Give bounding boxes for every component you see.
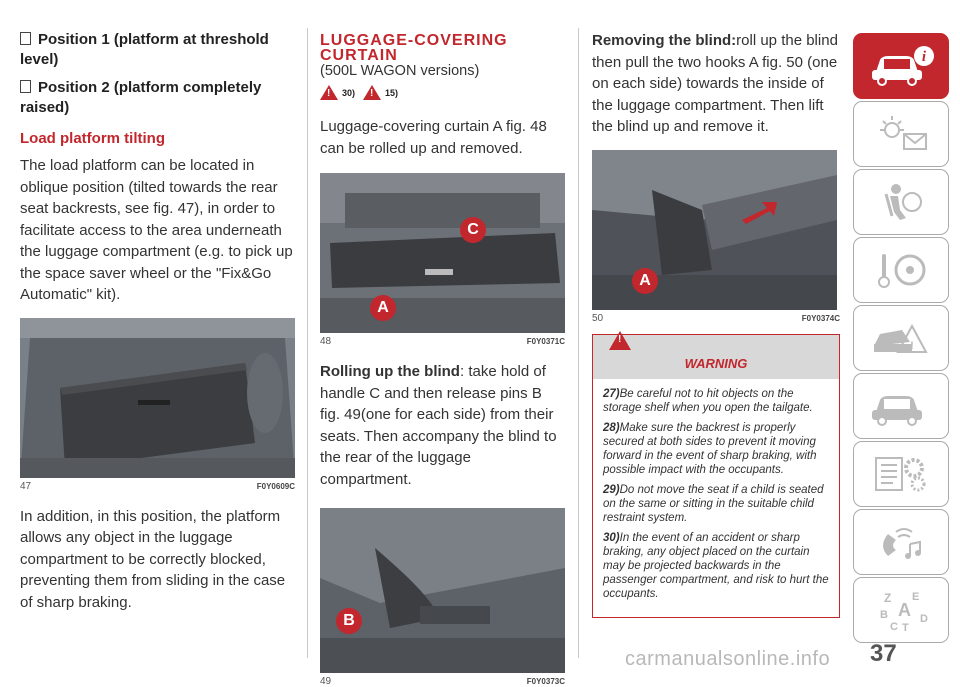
checkbox-square-icon	[20, 80, 31, 93]
figure-47-image	[20, 318, 295, 478]
figure-48-number: 48	[320, 336, 332, 347]
crash-warning-icon	[866, 316, 936, 360]
figure-47-code: F0Y0609C	[256, 481, 295, 491]
specifications-gear-icon	[866, 452, 936, 496]
tab-car-info[interactable]	[853, 33, 949, 99]
removing-lead: Removing the blind:	[592, 32, 737, 49]
warning-text: In the event of an accident or sharp braking, any object placed on the curtain may be projected backwards in the passenger compartment, and risk to hurt the occupants.	[603, 531, 829, 600]
svg-text:E: E	[912, 591, 920, 603]
warning-ref-15: 15)	[385, 87, 399, 98]
person-airbag-icon	[866, 180, 936, 224]
rolling-up-lead: Rolling up the blind	[320, 363, 460, 380]
figure-47	[20, 318, 295, 492]
column-3	[592, 30, 840, 618]
warning-item	[603, 483, 831, 525]
figure-48	[320, 173, 565, 347]
warning-triangle-icon	[609, 331, 631, 350]
multimedia-icon	[866, 520, 936, 564]
column-divider	[578, 28, 579, 658]
figure-47-number: 47	[20, 480, 32, 492]
warning-text: Be careful not to hit objects on the storage shelf when you open the tailgate.	[603, 387, 813, 414]
warning-list	[593, 379, 839, 617]
figure-50-image	[592, 150, 837, 310]
tab-starting-driving[interactable]	[853, 237, 949, 303]
warning-item	[603, 421, 831, 477]
page-number: 37	[870, 640, 897, 667]
watermark: carmanualsonline.info	[625, 648, 831, 670]
warning-triangle-icon	[363, 85, 381, 100]
warning-box	[592, 334, 840, 618]
load-platform-paragraph: The load platform can be located in oblique position (tilted towards the rear seat backrests, see fig. 47), in order to facilitate access to the area underneath the luggage compartment (e.g. to pick up the space saver wheel or the "Fix&Go Automatic" kit).	[20, 157, 293, 303]
warning-number: 29)	[603, 483, 620, 496]
position-1-label: Position 1 (platform at threshold level)	[20, 31, 269, 68]
tab-emergency[interactable]	[853, 305, 949, 371]
section-subtitle: (500L WAGON versions)	[320, 63, 480, 79]
figure-48-code: F0Y0371C	[526, 337, 565, 346]
rolling-up-paragraph	[320, 361, 565, 490]
warning-triangle-icon	[320, 85, 338, 100]
warning-title: WARNING	[684, 355, 748, 371]
svg-text:Z: Z	[884, 591, 892, 605]
checkbox-square-icon	[20, 32, 31, 45]
svg-text:D: D	[920, 613, 928, 625]
warning-item	[603, 531, 831, 601]
callout-a: A	[370, 295, 396, 321]
removing-paragraph	[592, 30, 840, 138]
column-1	[20, 30, 295, 613]
figure-49-number: 49	[320, 676, 332, 687]
figure-48-image	[320, 173, 565, 333]
curtain-intro-paragraph: Luggage-covering curtain A fig. 48 can be rolled up and removed.	[320, 118, 547, 157]
position-1-item	[20, 30, 295, 70]
figure-48-caption	[320, 333, 565, 347]
steering-wheel-key-icon	[866, 248, 936, 292]
figure-49-caption	[320, 673, 565, 687]
tab-multimedia[interactable]	[853, 509, 949, 575]
tab-lights-messages[interactable]	[853, 101, 949, 167]
warning-number: 28)	[603, 421, 620, 434]
section-title-line2: CURTAIN	[320, 47, 398, 64]
lights-message-icon	[866, 112, 936, 156]
car-service-icon	[866, 384, 936, 428]
warning-item	[603, 387, 831, 415]
svg-text:A: A	[898, 600, 911, 620]
warning-references	[320, 85, 565, 100]
figure-47-caption	[20, 478, 295, 492]
position-2-label: Position 2 (platform completely raised)	[20, 79, 262, 116]
figure-50-caption	[592, 310, 840, 324]
warning-header	[593, 335, 839, 379]
warning-ref-30: 30)	[342, 87, 356, 98]
figure-50	[592, 150, 840, 324]
position-2-item	[20, 78, 295, 118]
figure-50-number: 50	[592, 312, 604, 324]
warning-text: Do not move the seat if a child is seated on the same or sitting in the suitable child restraint system.	[603, 483, 824, 524]
figure-49-image	[320, 508, 565, 673]
svg-text:T: T	[902, 622, 909, 632]
column-2	[320, 33, 565, 687]
figure-49	[320, 508, 565, 687]
alphabetical-index-icon	[866, 588, 936, 632]
figure-50-code: F0Y0374C	[801, 313, 840, 323]
svg-text:B: B	[880, 609, 888, 621]
callout-a: A	[632, 268, 658, 294]
warning-number: 27)	[603, 387, 620, 400]
rolling-up-text: : take hold of handle C and then release pins B fig. 49(one for each side) from their seats. Then accompany the blind to the rear of the luggage compartment.	[320, 363, 557, 488]
svg-text:i: i	[921, 49, 927, 65]
svg-text:!: !	[910, 340, 914, 352]
svg-text:C: C	[890, 621, 898, 632]
tab-index[interactable]	[853, 577, 949, 643]
warning-text: Make sure the backrest is properly secured at both sides to prevent it moving forward in the event of sharp braking, with possible impact with the occupants.	[603, 421, 817, 476]
platform-blocking-paragraph: In addition, in this position, the platform allows any object in the luggage compartment to be correctly blocked, preventing them from sliding in the case of sharp braking.	[20, 507, 286, 611]
load-platform-heading: Load platform tilting	[20, 130, 165, 147]
tab-specifications[interactable]	[853, 441, 949, 507]
column-divider	[307, 28, 308, 658]
callout-b: B	[336, 608, 362, 634]
warning-number: 30)	[603, 531, 620, 544]
car-info-icon	[866, 44, 936, 88]
figure-49-code: F0Y0373C	[526, 677, 565, 686]
tab-maintenance[interactable]	[853, 373, 949, 439]
tab-safety[interactable]	[853, 169, 949, 235]
section-title-line1: LUGGAGE-COVERING	[320, 32, 508, 49]
removing-text: roll up the blind then pull the two hooks A fig. 50 (one on each side) towards the inside of the luggage compartment. Then lift the blind up and remove it.	[592, 32, 838, 135]
callout-c: C	[460, 217, 486, 243]
